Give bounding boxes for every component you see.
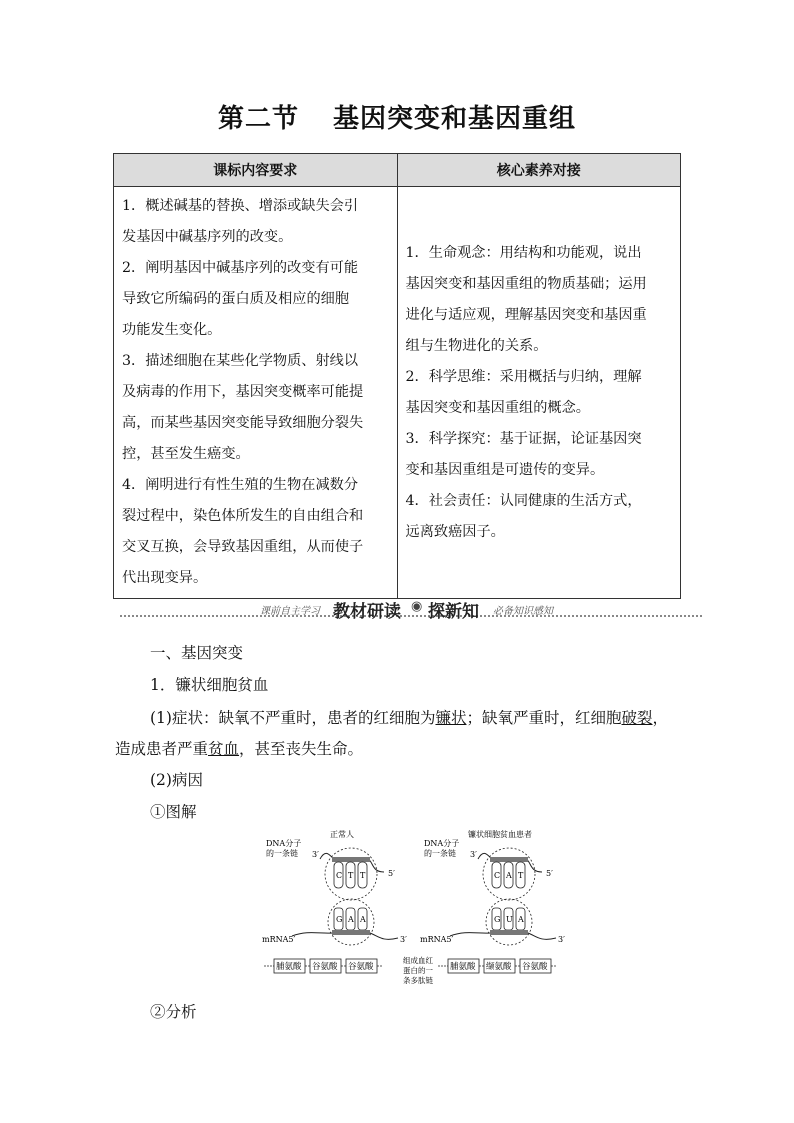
banner-main-1: 教材研读 (333, 602, 401, 622)
patient-dna-bar (490, 857, 528, 862)
patient-amino-acid: 脯氨酸 (450, 962, 476, 972)
normal-end3: 3′ (400, 935, 407, 944)
literacy-line: 远离致癌因子。 (405, 523, 505, 540)
patient-mrna-base: G (494, 915, 501, 924)
patient-dna-base: T (518, 871, 524, 880)
normal-mrna-base: G (336, 915, 343, 924)
normal-amino-acid: 脯氨酸 (276, 962, 302, 972)
standards-line: 代出现变异。 (122, 570, 208, 586)
patient-mrna-bar (490, 930, 528, 935)
patient-mrna-base: A (518, 915, 524, 924)
symptom-line-1 (150, 706, 668, 728)
analysis-label: ②分析 (150, 1003, 197, 1021)
table-header-left: 课标内容要求 (114, 154, 398, 187)
symptom-end: ， (652, 709, 669, 727)
section-banner (120, 598, 702, 620)
center-note: 蛋白的一 (403, 966, 433, 975)
literacy-line: 3．科学探究：基于证据，论证基因突 (405, 430, 642, 447)
symptom-line2-start: 造成患者严重 (115, 740, 209, 758)
blank-rupture: 破裂 (621, 709, 653, 727)
normal-end3: 3′ (312, 850, 319, 859)
symptom-label: (1)症状：缺氧不严重时，患者的红细胞为 (150, 709, 436, 727)
normal-dna-base: T (360, 871, 366, 880)
sickle-cell-diagram (258, 826, 570, 988)
literacy-line: 基因突变和基因重组的物质基础；运用 (405, 275, 647, 292)
standards-line: 发基因中碱基序列的改变。 (122, 229, 293, 245)
patient-end5: 5′ (546, 869, 553, 878)
standards-line: 及病毒的作用下，基因突变概率可能提 (122, 384, 364, 400)
normal-amino-acid: 谷氨酸 (312, 962, 338, 972)
banner-left-text: 课前自主学习 (260, 606, 320, 617)
standards-line: 3．描述细胞在某些化学物质、射线以 (122, 353, 359, 369)
patient-amino-acid: 谷氨酸 (522, 962, 548, 972)
requirements-table (113, 153, 681, 599)
patient-dna-label: DNA分子 (424, 839, 460, 848)
diagram-label: ①图解 (150, 803, 197, 821)
center-note: 组成血红 (403, 956, 433, 965)
patient-amino-acid: 缬氨酸 (486, 962, 512, 972)
normal-amino-acid: 谷氨酸 (348, 962, 374, 972)
symptom-line-2 (115, 737, 363, 759)
cause-label: (2)病因 (150, 771, 203, 789)
literacy-cell (397, 187, 681, 599)
normal-dna-label: 的一条链 (266, 849, 298, 858)
literacy-line: 组与生物进化的关系。 (405, 337, 548, 354)
literacy-line: 基因突变和基因重组的概念。 (405, 399, 590, 416)
subsection-heading: 1．镰状细胞贫血 (150, 676, 269, 694)
symptom-mid: ；缺氧严重时，红细胞 (466, 709, 622, 727)
normal-mrna-label: mRNA5′ (262, 935, 296, 944)
patient-dna-base: C (494, 871, 501, 880)
normal-mrna-bar (332, 930, 370, 935)
section-heading: 一、基因突变 (150, 644, 244, 662)
normal-dna-base: T (348, 871, 354, 880)
title-text: 基因突变和基因重组 (333, 104, 577, 134)
patient-dna-label: 的一条链 (424, 849, 456, 858)
banner-rule (120, 615, 702, 617)
normal-dna-bar (332, 857, 370, 862)
normal-end5: 5′ (388, 869, 395, 878)
banner-dot-icon: ◉ (411, 599, 423, 614)
standards-line: 交叉互换，会导致基因重组，从而使子 (122, 539, 364, 555)
patient-dna-base: A (506, 871, 512, 880)
standards-line: 裂过程中，染色体所发生的自由组合和 (122, 508, 364, 524)
literacy-line: 变和基因重组是可遗传的变异。 (405, 461, 605, 478)
banner-main-2: 探新知 (428, 602, 479, 622)
standards-line: 功能发生变化。 (122, 322, 222, 338)
literacy-line: 4．社会责任：认同健康的生活方式， (405, 492, 642, 509)
literacy-line: 2．科学思维：采用概括与归纳，理解 (405, 368, 642, 385)
patient-title: 镰状细胞贫血患者 (468, 830, 532, 839)
literacy-line: 1．生命观念：用结构和功能观，说出 (405, 244, 642, 261)
standards-line: 高，而某些基因突变能导致细胞分裂失 (122, 415, 364, 431)
standards-line: 导致它所编码的蛋白质及相应的细胞 (122, 291, 350, 307)
title-section-number: 第二节 (217, 104, 299, 134)
table-header-right: 核心素养对接 (397, 154, 681, 187)
patient-end3: 3′ (470, 850, 477, 859)
patient-mrna-label: mRNA5′ (420, 935, 454, 944)
blank-anemia: 贫血 (208, 740, 240, 758)
blank-sickle: 镰状 (435, 709, 467, 727)
normal-dna-base: C (336, 871, 343, 880)
patient-mrna-base: U (506, 915, 513, 924)
symptom-line2-end: ，甚至丧失生命。 (239, 740, 364, 758)
standards-line: 控，甚至发生癌变。 (122, 446, 250, 462)
page-title (0, 98, 794, 135)
normal-mrna-base: A (348, 915, 354, 924)
standards-line: 2．阐明基因中碱基序列的改变有可能 (122, 260, 359, 276)
normal-mrna-base: A (360, 915, 366, 924)
normal-dna-label: DNA分子 (266, 839, 302, 848)
patient-end3: 3′ (558, 935, 565, 944)
standards-cell (114, 187, 398, 599)
banner-right-text: 必备知识感知 (493, 606, 553, 617)
standards-line: 4．阐明进行有性生殖的生物在减数分 (122, 477, 359, 493)
center-note: 条多肽链 (403, 976, 433, 985)
standards-line: 1．概述碱基的替换、增添或缺失会引 (122, 198, 359, 214)
normal-title: 正常人 (330, 830, 354, 839)
literacy-line: 进化与适应观，理解基因突变和基因重 (405, 306, 647, 323)
